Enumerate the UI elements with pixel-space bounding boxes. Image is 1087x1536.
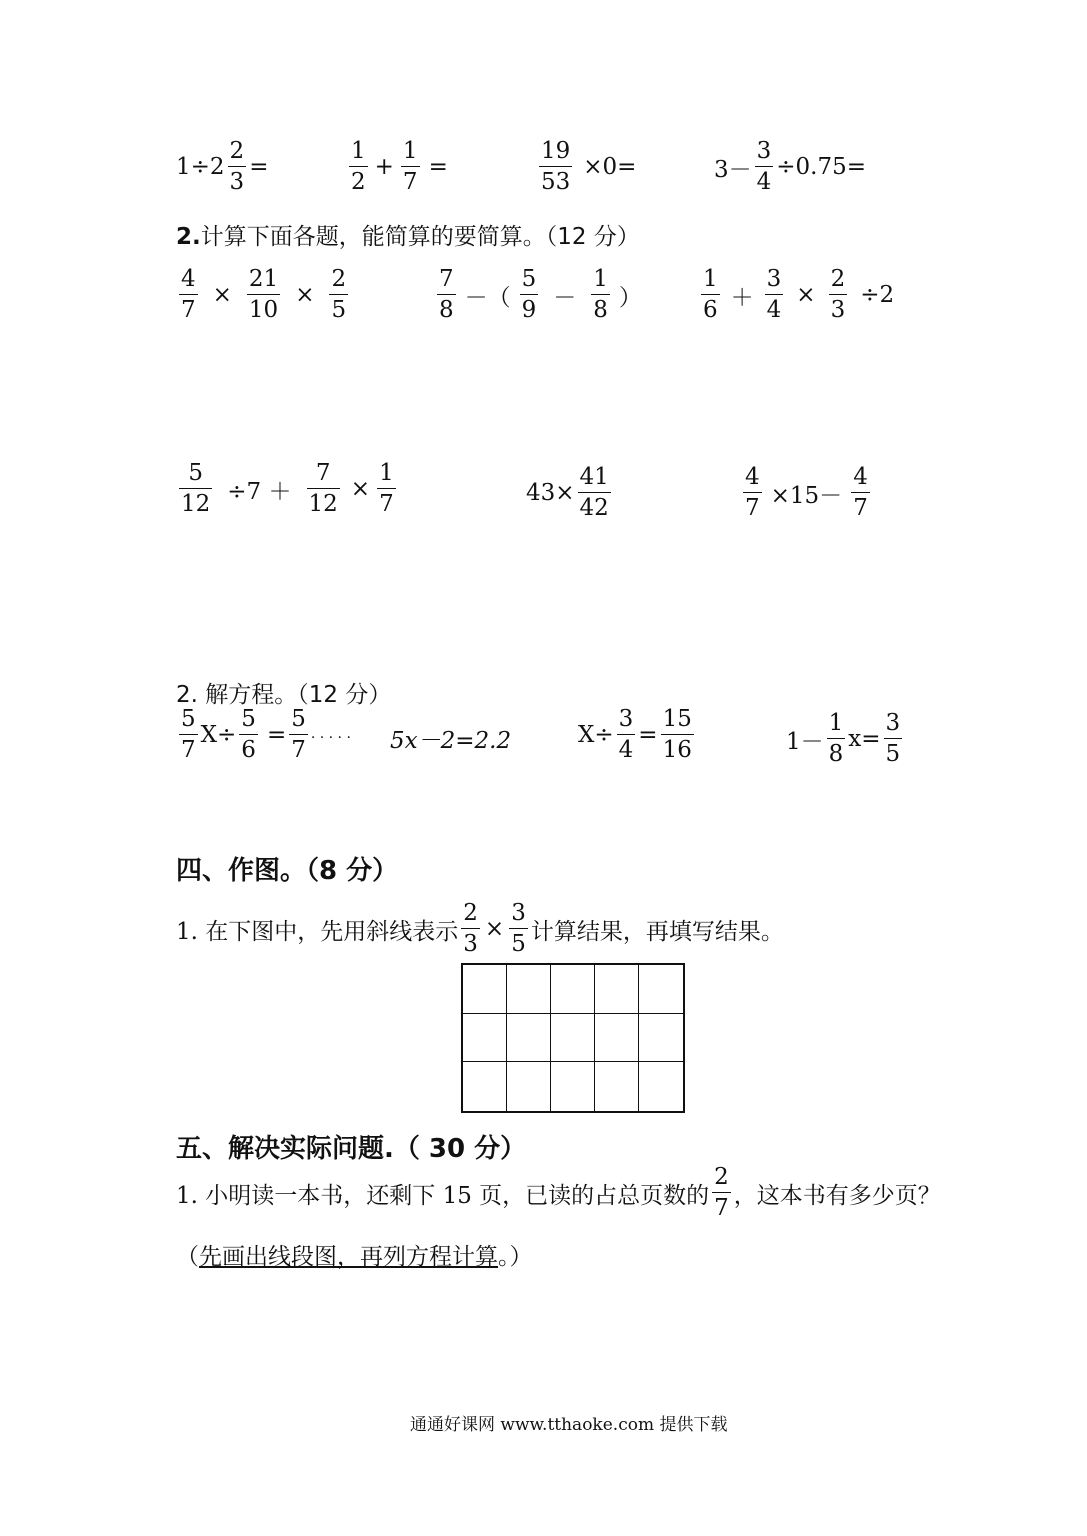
section-5-heading: 五、解决实际问题.（ 30 分） xyxy=(176,1134,527,1164)
operator: + xyxy=(374,154,394,180)
fraction: $\frac{2}{3}$ xyxy=(830,266,846,323)
expr-text: = xyxy=(428,154,448,180)
equations-heading: 2. 解方程。（12 分） xyxy=(176,682,392,708)
drawing-grid[interactable] xyxy=(461,963,685,1113)
fraction: $\frac{1}{2}$ xyxy=(351,138,366,195)
fraction: $\frac{19}{53}$ xyxy=(541,138,571,195)
operator: ＋ xyxy=(730,284,754,311)
operator: × xyxy=(295,282,315,308)
fraction: $\frac{41}{42}$ xyxy=(579,464,609,521)
expr-text: ÷0.75= xyxy=(776,154,867,180)
fraction: $\frac{2}{7}$ xyxy=(714,1164,729,1221)
grid-cell[interactable] xyxy=(463,965,507,1014)
expr-text: 43× xyxy=(526,480,575,506)
operator: × xyxy=(796,282,816,308)
grid-cell[interactable] xyxy=(551,1014,595,1063)
expr-1-times-zero xyxy=(536,140,636,194)
operator: －（ xyxy=(464,284,511,311)
note-text: 。） xyxy=(498,1244,533,1270)
fraction: $\frac{2}{3}$ xyxy=(229,138,245,195)
question-text: 1. 在下图中，先用斜线表示 xyxy=(176,918,459,945)
grid-cell[interactable] xyxy=(551,965,595,1014)
expr-text: x= xyxy=(848,726,881,752)
expr-1-subtract-divide xyxy=(714,140,866,194)
expr-text: = xyxy=(249,154,269,180)
fraction: $\frac{5}{9}$ xyxy=(521,266,537,323)
section-5-question-1 xyxy=(176,1166,941,1220)
fraction: $\frac{7}{12}$ xyxy=(308,460,338,517)
note-text: （ xyxy=(176,1244,199,1270)
fraction: $\frac{1}{8}$ xyxy=(593,266,608,323)
grid-cell[interactable] xyxy=(551,1062,595,1111)
fraction: $\frac{3}{4}$ xyxy=(618,706,634,763)
fraction: $\frac{4}{7}$ xyxy=(745,464,760,521)
expr-1-div-mixed xyxy=(176,140,268,194)
grid-cell[interactable] xyxy=(463,1062,507,1111)
problem-3 xyxy=(698,268,894,322)
question-text: 计算结果，再填写结果。 xyxy=(530,918,784,945)
problem-2 xyxy=(434,268,642,322)
fraction: $\frac{2}{5}$ xyxy=(331,266,347,323)
operator: ÷7 ＋ xyxy=(227,478,292,505)
fraction: $\frac{2}{3}$ xyxy=(463,900,478,957)
section-4-question-1 xyxy=(176,902,784,956)
expr-text: 1－ xyxy=(786,728,824,755)
fraction: $\frac{5}{6}$ xyxy=(241,706,256,763)
grid-cell[interactable] xyxy=(595,965,639,1014)
dot-leader: . . . . . xyxy=(310,726,351,742)
fraction: $\frac{5}{7}$ xyxy=(291,706,306,763)
fraction: $\frac{1}{7}$ xyxy=(379,460,394,517)
grid-cell[interactable] xyxy=(639,1014,683,1063)
page-footer: 通通好课网 www.tthaoke.com 提供下载 xyxy=(410,1415,728,1435)
problem-4 xyxy=(176,462,399,516)
operator: － xyxy=(553,284,577,311)
operator: × xyxy=(212,282,232,308)
fraction: $\frac{5}{12}$ xyxy=(181,460,211,517)
operator: × xyxy=(350,476,371,502)
equation-2 xyxy=(390,722,511,755)
problem-1 xyxy=(176,268,351,322)
equation-1 xyxy=(176,708,351,762)
fraction: $\frac{1}{6}$ xyxy=(703,266,718,323)
fraction: $\frac{3}{4}$ xyxy=(756,138,772,195)
fraction: $\frac{15}{16}$ xyxy=(662,706,692,763)
expr-1-add xyxy=(346,140,448,194)
expr-text: 5x－2=2.2 xyxy=(390,728,512,754)
grid-cell[interactable] xyxy=(463,1014,507,1063)
grid-cell[interactable] xyxy=(507,965,551,1014)
fraction: $\frac{4}{7}$ xyxy=(181,266,196,323)
grid-cell[interactable] xyxy=(595,1062,639,1111)
question-text: ，这本书有多少页？ xyxy=(733,1182,941,1209)
fraction: $\frac{3}{5}$ xyxy=(885,710,901,767)
operator: × xyxy=(484,916,505,942)
fraction: $\frac{3}{5}$ xyxy=(511,900,526,957)
grid-cell[interactable] xyxy=(507,1014,551,1063)
fraction: $\frac{4}{7}$ xyxy=(853,464,868,521)
operator: = xyxy=(266,722,287,748)
grid-cell[interactable] xyxy=(639,965,683,1014)
question-text: 1. 小明读一本书，还剩下 15 页，已读的占总页数的 xyxy=(176,1182,710,1209)
problem-5 xyxy=(526,466,614,520)
fraction: $\frac{1}{8}$ xyxy=(828,710,844,767)
section-4-heading: 四、作图。（8 分） xyxy=(176,856,399,886)
fraction: $\frac{7}{8}$ xyxy=(439,266,454,323)
equation-3 xyxy=(578,708,697,762)
expr-text: ×0= xyxy=(583,154,637,180)
operator: ） xyxy=(618,284,642,311)
operator: ÷2 xyxy=(860,282,895,308)
expr-text: 3－ xyxy=(714,156,752,183)
expr-text: X÷ xyxy=(200,722,237,748)
operator: = xyxy=(638,722,658,748)
section-5-note xyxy=(176,1238,533,1271)
note-text: 先画出线段图，再列方程计算 xyxy=(199,1244,498,1270)
section-2-heading: 2.计算下面各题，能简算的要简算。（12 分） xyxy=(176,224,640,250)
fraction: $\frac{21}{10}$ xyxy=(248,266,279,323)
fraction: $\frac{1}{7}$ xyxy=(402,138,418,195)
grid-cell[interactable] xyxy=(639,1062,683,1111)
equation-4 xyxy=(786,712,905,766)
expr-text: 1÷2 xyxy=(176,154,225,180)
expr-text: X÷ xyxy=(578,722,614,748)
problem-6 xyxy=(740,466,873,520)
grid-cell[interactable] xyxy=(595,1014,639,1063)
fraction: $\frac{3}{4}$ xyxy=(766,266,782,323)
fraction: $\frac{5}{7}$ xyxy=(181,706,196,763)
grid-cell[interactable] xyxy=(507,1062,551,1111)
operator: ×15－ xyxy=(770,482,843,509)
